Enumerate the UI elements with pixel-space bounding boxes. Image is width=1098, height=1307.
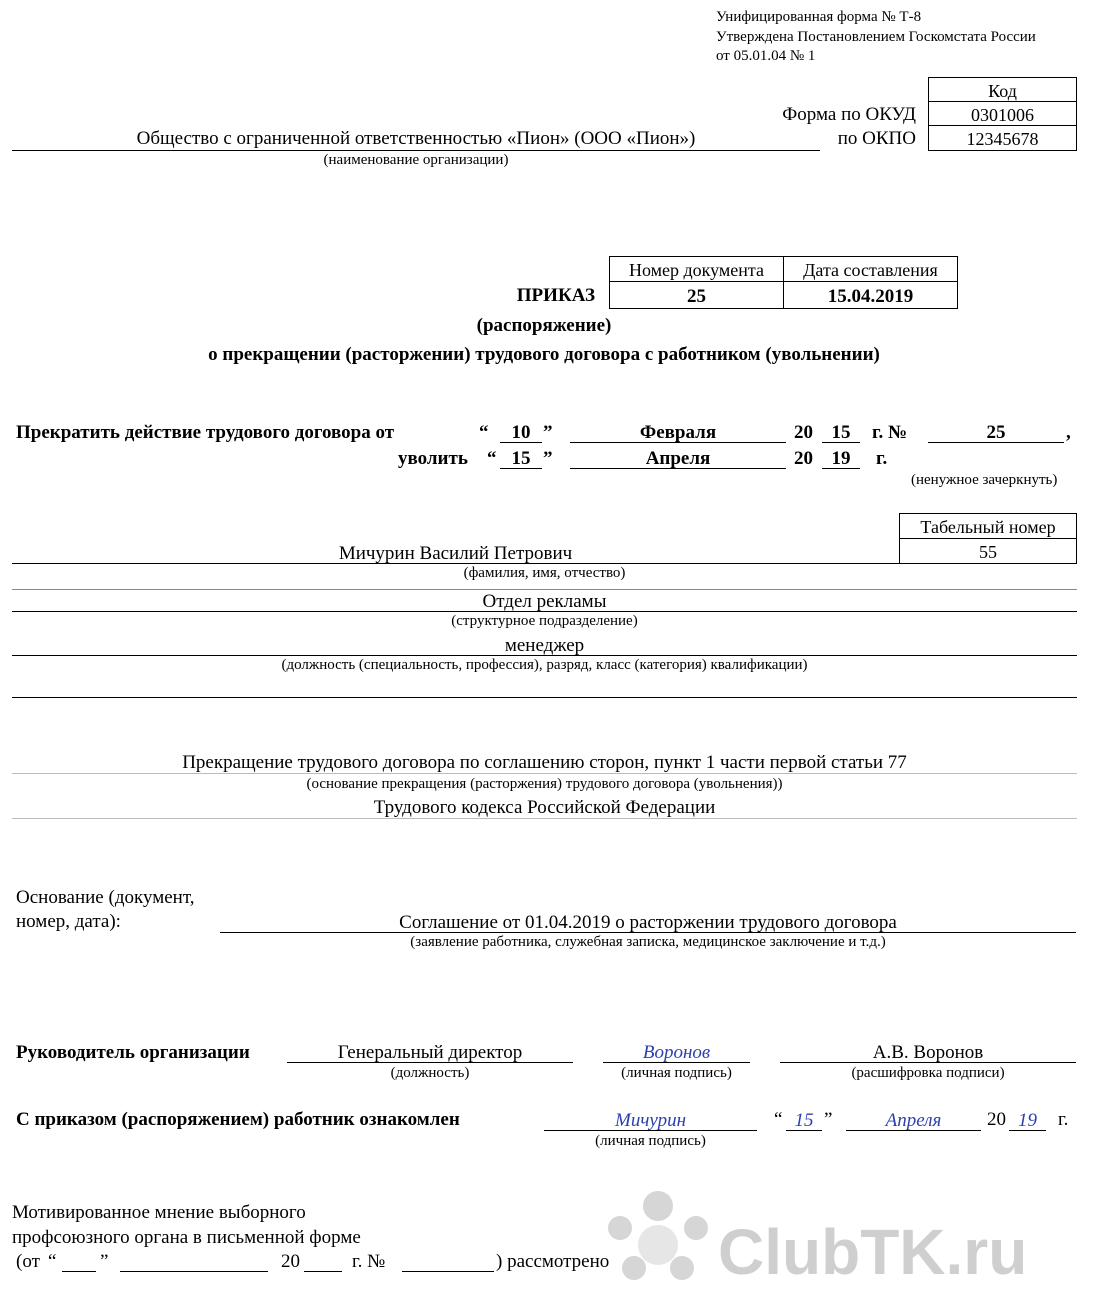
- union-line2: профсоюзного органа в письменной форме: [12, 1227, 361, 1248]
- contract-century: 20: [794, 422, 813, 443]
- dismiss-label: уволить: [398, 448, 468, 469]
- order-subtitle: (распоряжение): [476, 315, 612, 336]
- ack-label: С приказом (распоряжением) работник ознакомлен: [16, 1109, 460, 1130]
- employee-name: Мичурин Василий Петрович: [338, 543, 573, 564]
- separator-line: [12, 589, 1077, 590]
- union-number-line: [402, 1271, 494, 1272]
- order-heading: о прекращении (расторжении) трудового договора с работником (увольнении): [208, 344, 880, 365]
- dismiss-year-line: [822, 468, 860, 469]
- watermark-text: ClubTK.ru: [718, 1216, 1028, 1288]
- union-year-line: [304, 1271, 342, 1272]
- contract-year-line: [822, 442, 860, 443]
- head-position-line: [287, 1062, 573, 1063]
- contract-number: 25: [986, 422, 1006, 443]
- union-century: 20: [281, 1251, 300, 1272]
- form-header-line3: от 05.01.04 № 1: [716, 48, 816, 64]
- union-open-quote: “: [48, 1251, 57, 1272]
- dismiss-year: 19: [831, 448, 851, 469]
- employee-name-line: [12, 563, 899, 564]
- basis-label-line2: номер, дата):: [16, 911, 121, 932]
- department-caption: (структурное подразделение): [451, 613, 638, 629]
- contract-year-suffix: г. №: [872, 422, 908, 443]
- form-header-line2: Утверждена Постановлением Госкомстата России: [716, 29, 1036, 45]
- position: менеджер: [504, 635, 585, 656]
- ack-year-line: [1009, 1130, 1046, 1131]
- head-signature-line: [603, 1062, 750, 1063]
- doc-number-header: Номер документа: [609, 256, 784, 282]
- dismiss-close-quote: ”: [543, 448, 553, 469]
- head-decoded-line: [780, 1062, 1076, 1063]
- ack-day-line: [786, 1130, 822, 1131]
- union-considered: ) рассмотрено: [496, 1251, 610, 1272]
- grounds-line2: [12, 818, 1077, 819]
- doc-number: 25: [609, 281, 784, 309]
- ack-year: 19: [1018, 1110, 1037, 1131]
- okpo-value: 12345678: [928, 125, 1077, 151]
- head-label: Руководитель организации: [16, 1042, 250, 1063]
- position-line: [12, 655, 1077, 656]
- form-header-line1: Унифицированная форма № Т-8: [716, 9, 922, 25]
- dismiss-day: 15: [511, 448, 531, 469]
- employee-name-caption: (фамилия, имя, отчество): [463, 565, 626, 581]
- head-signature-caption: (личная подпись): [621, 1065, 732, 1081]
- contract-number-line: [928, 442, 1064, 443]
- basis-label-line1: Основание (документ,: [16, 887, 195, 908]
- dismiss-century: 20: [794, 448, 813, 469]
- ack-month-line: [846, 1130, 981, 1131]
- tab-number-header: Табельный номер: [899, 513, 1077, 539]
- union-year-suffix: г. №: [352, 1251, 386, 1272]
- organization-name: Общество с ограниченной ответственностью «Пион» (ООО «Пион»): [136, 128, 696, 149]
- ack-century: 20: [987, 1109, 1006, 1130]
- basis-caption: (заявление работника, служебная записка, медицинское заключение и т.д.): [410, 934, 886, 950]
- grounds-caption: (основание прекращения (расторжения) трудового договора (увольнения)): [306, 776, 783, 792]
- department: Отдел рекламы: [482, 591, 607, 612]
- head-decoded: А.В. Воронов: [872, 1042, 984, 1063]
- contract-month: Февраля: [639, 422, 717, 443]
- ack-signature-line: [544, 1130, 757, 1131]
- contract-day: 10: [511, 422, 531, 443]
- okpo-label: по ОКПО: [837, 128, 916, 149]
- position-caption: (должность (специальность, профессия), разряд, класс (категория) квалификации): [281, 657, 808, 673]
- termination-label: Прекратить действие трудового договора от: [16, 422, 395, 443]
- ack-day: 15: [794, 1110, 814, 1131]
- head-signature: Воронов: [642, 1042, 711, 1063]
- dismiss-month: Апреля: [645, 448, 711, 469]
- doc-date: 15.04.2019: [783, 281, 958, 309]
- union-from: (от: [16, 1251, 40, 1272]
- okud-label: Форма по ОКУД: [782, 104, 916, 125]
- dismiss-month-line: [570, 468, 786, 469]
- watermark-logo-icon: [598, 1180, 718, 1295]
- grounds-text2: Трудового кодекса Российской Федерации: [373, 797, 716, 818]
- grounds-text1: Прекращение трудового договора по соглашению сторон, пункт 1 части первой статьи 77: [182, 752, 907, 773]
- ack-open-quote: “: [774, 1109, 783, 1130]
- ack-year-suffix: г.: [1058, 1109, 1069, 1130]
- union-month-line: [120, 1271, 268, 1272]
- grounds-line1: [12, 773, 1077, 774]
- organization-underline: [12, 150, 820, 151]
- tab-number: 55: [899, 538, 1077, 564]
- contract-day-line: [500, 442, 542, 443]
- contract-month-line: [570, 442, 786, 443]
- contract-year: 15: [831, 422, 851, 443]
- strike-note: (ненужное зачеркнуть): [911, 472, 1058, 488]
- dismiss-year-suffix: г.: [876, 448, 888, 469]
- dismiss-open-quote: “: [487, 448, 497, 469]
- ack-month: Апреля: [885, 1110, 942, 1131]
- head-position-caption: (должность): [390, 1065, 470, 1081]
- union-close-quote: ”: [100, 1251, 109, 1272]
- close-quote: ”: [543, 422, 553, 443]
- codes-header: Код: [928, 77, 1077, 102]
- doc-date-header: Дата составления: [783, 256, 958, 282]
- open-quote: “: [479, 422, 489, 443]
- organization-caption: (наименование организации): [323, 152, 509, 168]
- comma: ,: [1066, 422, 1071, 443]
- head-position: Генеральный директор: [337, 1042, 523, 1063]
- department-line: [12, 611, 1077, 612]
- okud-value: 0301006: [928, 101, 1077, 126]
- ack-signature: Мичурин: [615, 1110, 686, 1131]
- ack-close-quote: ”: [824, 1109, 833, 1130]
- basis-line: [220, 932, 1076, 933]
- position-extra-line: [12, 697, 1077, 698]
- head-decoded-caption: (расшифровка подписи): [851, 1065, 1005, 1081]
- union-day-line: [62, 1271, 96, 1272]
- ack-signature-caption: (личная подпись): [595, 1133, 706, 1149]
- order-title: ПРИКАЗ: [516, 285, 595, 306]
- basis-value: Соглашение от 01.04.2019 о расторжении трудового договора: [399, 912, 897, 933]
- dismiss-day-line: [500, 468, 542, 469]
- union-line1: Мотивированное мнение выборного: [12, 1202, 306, 1223]
